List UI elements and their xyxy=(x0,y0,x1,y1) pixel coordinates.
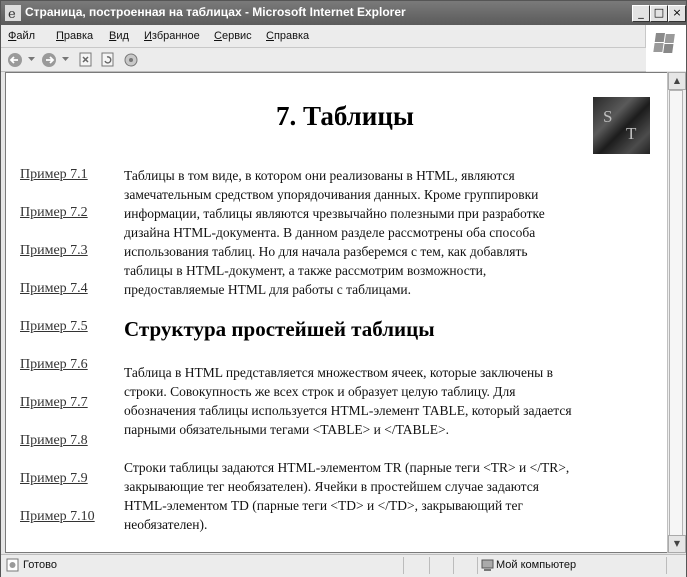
menu-bar xyxy=(1,25,686,48)
status-divider xyxy=(453,557,454,574)
paragraph-line: Таблица в HTML представляется множеством ячеек, которые заключены в xyxy=(124,365,553,380)
windows-flag-icon xyxy=(646,25,686,71)
status-bar xyxy=(1,554,686,577)
forward-icon[interactable] xyxy=(41,52,59,68)
page-title: 7. Таблицы xyxy=(276,101,415,131)
computer-icon xyxy=(481,559,494,572)
page-icon xyxy=(6,558,20,572)
paragraph-line: Строки таблицы задаются HTML-элементом TR (парные теги <TR> и </TR>, xyxy=(124,460,570,475)
nav-link-7-6[interactable]: Пример 7.6 xyxy=(20,357,88,372)
page-viewport[interactable] xyxy=(5,72,668,553)
scroll-down-button[interactable]: ▼ xyxy=(668,535,686,553)
menu-help[interactable]: Справка xyxy=(266,30,310,42)
intro-line: использования таблиц. Но для начала разберемся с тем, как добавлять xyxy=(124,244,528,259)
intro-line: предоставляемые HTML для работы с таблицами. xyxy=(124,282,412,297)
paragraph-table-rows xyxy=(124,458,569,534)
paragraph-line: закрывающие тег необязателен). Ячейки в простейшем случае задаются xyxy=(124,479,539,494)
windows-logo xyxy=(645,25,686,71)
menu-favorites[interactable]: Избранное xyxy=(144,30,200,42)
toolbar xyxy=(1,48,646,72)
home-icon[interactable] xyxy=(123,52,139,68)
paragraph-line: необязателен). xyxy=(124,517,208,532)
scroll-thumb[interactable] xyxy=(669,90,683,548)
paragraph-line: обозначения таблицы используется HTML-элемент TABLE, который задается xyxy=(124,403,572,418)
vertical-scrollbar[interactable] xyxy=(667,72,685,553)
nav-link-7-1[interactable]: Пример 7.1 xyxy=(20,167,88,182)
nav-link-7-9[interactable]: Пример 7.9 xyxy=(20,471,88,486)
nav-link-7-8[interactable]: Пример 7.8 xyxy=(20,433,88,448)
window-title: Страница, построенная на таблицах - Microsoft Internet Explorer xyxy=(25,5,406,19)
paragraph-table-structure xyxy=(124,363,572,439)
intro-line: таблицы в HTML-документ, а также рассмотрим возможности, xyxy=(124,263,487,278)
close-button[interactable]: × xyxy=(668,5,686,22)
maximize-button[interactable]: □ xyxy=(650,5,668,22)
menu-view[interactable]: Вид xyxy=(109,30,129,42)
minimize-button[interactable]: _ xyxy=(632,5,650,22)
intro-line: замечательным средством упорядочивания данных. Кроме группировки xyxy=(124,187,539,202)
paragraph-line: строки. Совокупность же всех строк и образует целую таблицу. Для xyxy=(124,384,516,399)
svg-text:e: e xyxy=(8,7,16,21)
stop-icon[interactable] xyxy=(79,52,93,68)
ie-icon xyxy=(5,5,21,21)
nav-link-7-10[interactable]: Пример 7.10 xyxy=(20,509,95,524)
dropdown-icon[interactable] xyxy=(28,57,35,62)
logo-letter-t: T xyxy=(626,124,637,143)
nav-link-7-3[interactable]: Пример 7.3 xyxy=(20,243,88,258)
back-icon[interactable] xyxy=(7,52,25,68)
intro-line: информации, таблицы являются чрезвычайно полезными при разработке xyxy=(124,206,545,221)
logo-image xyxy=(593,97,650,154)
status-divider xyxy=(403,557,404,574)
paragraph-line: HTML-элементом TD (парные теги <TD> и </TD>, закрывающий тег xyxy=(124,498,523,513)
scroll-up-button[interactable]: ▲ xyxy=(668,72,686,90)
menu-file[interactable]: Файл xyxy=(8,30,36,42)
intro-line: Таблицы в том виде, в котором они реализованы в HTML, являются xyxy=(124,168,515,183)
security-zone: Мой компьютер xyxy=(496,559,577,571)
intro-paragraph xyxy=(124,166,545,299)
refresh-icon[interactable] xyxy=(101,52,115,68)
nav-link-7-7[interactable]: Пример 7.7 xyxy=(20,395,88,410)
title-bar[interactable] xyxy=(1,1,686,25)
logo-letter-s: S xyxy=(603,107,613,126)
paragraph-line: парными обязательными тегами <TABLE> и </TABLE>. xyxy=(124,422,450,437)
status-divider xyxy=(477,557,478,574)
menu-edit[interactable]: Правка xyxy=(56,30,94,42)
nav-link-7-5[interactable]: Пример 7.5 xyxy=(20,319,88,334)
menu-tools[interactable]: Сервис xyxy=(214,30,252,42)
dropdown-icon[interactable] xyxy=(62,57,69,62)
status-divider xyxy=(666,557,667,574)
intro-line: дизайна HTML-документа. В данном разделе рассмотрены оба способа xyxy=(124,225,536,240)
section-heading: Структура простейшей таблицы xyxy=(124,317,435,341)
nav-link-7-2[interactable]: Пример 7.2 xyxy=(20,205,88,220)
status-text: Готово xyxy=(23,559,57,571)
nav-link-7-4[interactable]: Пример 7.4 xyxy=(20,281,88,296)
status-divider xyxy=(429,557,430,574)
